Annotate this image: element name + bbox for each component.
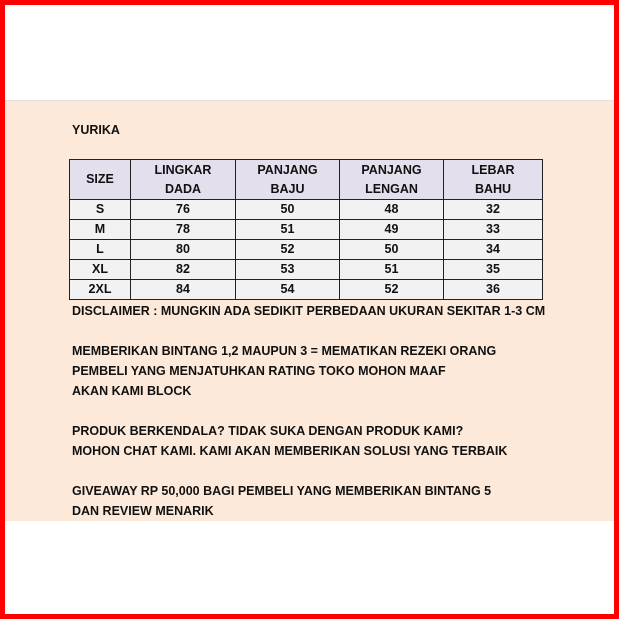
measurement-cell: 49 xyxy=(340,220,444,240)
rating-note-line-2: PEMBELI YANG MENJATUHKAN RATING TOKO MOHON MAAF xyxy=(72,364,446,378)
header-lebar-bahu: LEBAR BAHU xyxy=(444,160,543,200)
measurement-cell: 32 xyxy=(444,200,543,220)
measurement-cell: 33 xyxy=(444,220,543,240)
measurement-cell: 52 xyxy=(236,240,340,260)
measurement-cell: 84 xyxy=(131,280,236,300)
size-cell: L xyxy=(70,240,131,260)
header-lingkar-dada: LINGKAR DADA xyxy=(131,160,236,200)
header-panjang-lengan: PANJANG LENGAN xyxy=(340,160,444,200)
measurement-cell: 76 xyxy=(131,200,236,220)
measurement-cell: 52 xyxy=(340,280,444,300)
measurement-cell: 78 xyxy=(131,220,236,240)
measurement-cell: 80 xyxy=(131,240,236,260)
measurement-cell: 50 xyxy=(340,240,444,260)
rating-note-line-3: AKAN KAMI BLOCK xyxy=(72,384,192,398)
size-cell: 2XL xyxy=(70,280,131,300)
measurement-cell: 34 xyxy=(444,240,543,260)
measurement-cell: 54 xyxy=(236,280,340,300)
size-cell: S xyxy=(70,200,131,220)
measurement-cell: 35 xyxy=(444,260,543,280)
giveaway-line-2: DAN REVIEW MENARIK xyxy=(72,504,214,518)
measurement-cell: 82 xyxy=(131,260,236,280)
support-note-line-2: MOHON CHAT KAMI. KAMI AKAN MEMBERIKAN SOLUSI YANG TERBAIK xyxy=(72,444,508,458)
header-panjang-baju: PANJANG BAJU xyxy=(236,160,340,200)
support-note-line-1: PRODUK BERKENDALA? TIDAK SUKA DENGAN PRODUK KAMI? xyxy=(72,424,464,438)
measurement-cell: 48 xyxy=(340,200,444,220)
measurement-cell: 51 xyxy=(340,260,444,280)
measurement-cell: 50 xyxy=(236,200,340,220)
measurement-cell: 53 xyxy=(236,260,340,280)
giveaway-line-1: GIVEAWAY RP 50,000 BAGI PEMBELI YANG MEMBERIKAN BINTANG 5 xyxy=(72,484,492,498)
brand-title: YURIKA xyxy=(72,123,120,137)
size-cell: M xyxy=(70,220,131,240)
measurement-cell: 51 xyxy=(236,220,340,240)
measurement-cell: 36 xyxy=(444,280,543,300)
size-cell: XL xyxy=(70,260,131,280)
rating-note-line-1: MEMBERIKAN BINTANG 1,2 MAUPUN 3 = MEMATIKAN REZEKI ORANG xyxy=(72,344,497,358)
disclaimer-text: DISCLAIMER : MUNGKIN ADA SEDIKIT PERBEDAAN UKURAN SEKITAR 1-3 CM xyxy=(72,304,546,318)
header-size: SIZE xyxy=(70,160,131,200)
